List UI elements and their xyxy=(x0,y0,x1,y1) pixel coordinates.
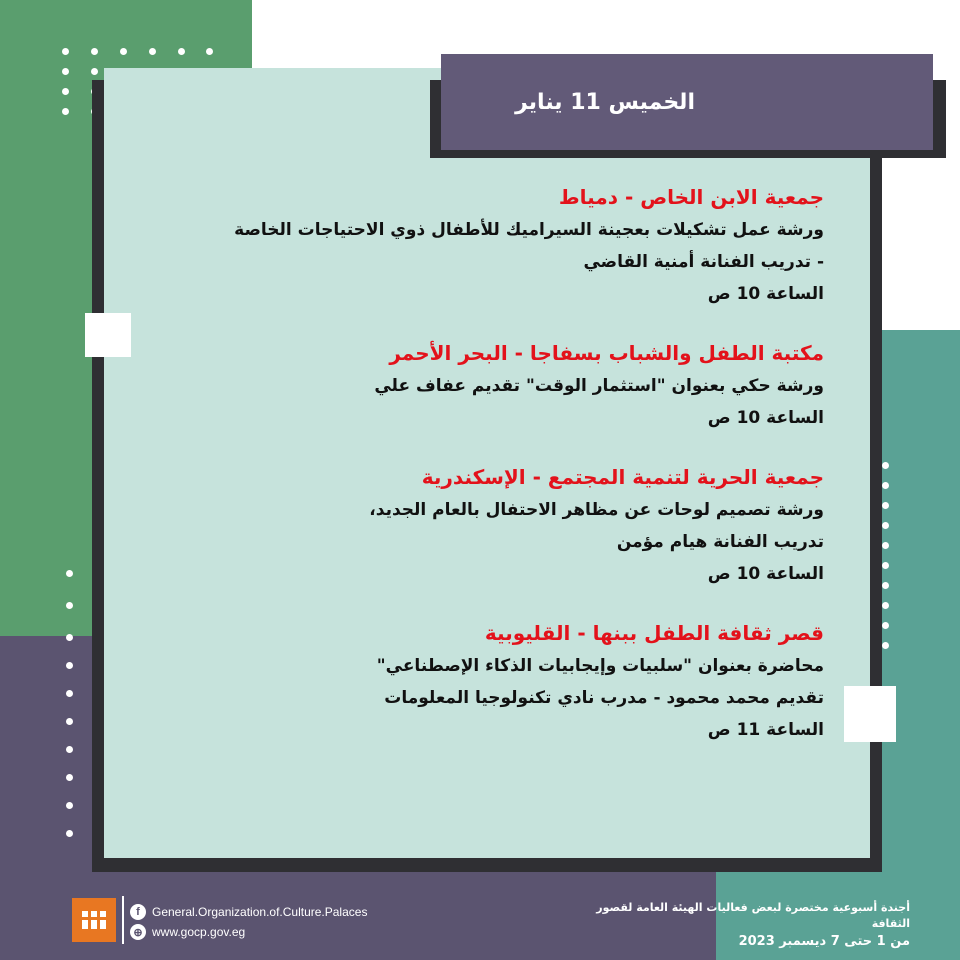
website-link[interactable] xyxy=(130,924,245,940)
facebook-link[interactable] xyxy=(130,904,367,920)
agenda-dates: من 1 حتى 7 ديسمبر 2023 xyxy=(738,934,910,949)
website-url: www.gocp.gov.eg xyxy=(152,925,246,939)
facebook-icon: f xyxy=(130,904,146,920)
event-description: ورشة عمل تشكيلات بعجينة السيراميك للأطفال ذوي الاحتياجات الخاصة xyxy=(234,220,824,240)
date-header xyxy=(441,54,933,150)
white-square-left xyxy=(85,313,131,357)
event-time: الساعة 10 ص xyxy=(707,408,824,428)
agenda-title: أجندة أسبوعية مختصرة لبعض فعاليات الهيئة العامة لقصور الثقافة xyxy=(596,901,910,930)
event-trainer: تدريب الفنانة هيام مؤمن xyxy=(616,532,824,552)
white-square-right xyxy=(844,686,896,742)
event-organization: قصر ثقافة الطفل ببنها - القليوبية xyxy=(484,621,824,645)
event-item xyxy=(160,616,824,746)
event-list xyxy=(160,180,824,772)
facebook-handle: General.Organization.of.Culture.Palaces xyxy=(152,905,368,919)
event-trainer: - تدريب الفنانة أمنية القاضي xyxy=(583,252,824,272)
gocp-logo-icon xyxy=(72,898,116,942)
event-description: ورشة تصميم لوحات عن مظاهر الاحتفال بالعام الجديد، xyxy=(369,500,824,520)
event-description: محاضرة بعنوان "سلبيات وإيجابيات الذكاء الإصطناعي" xyxy=(376,656,824,676)
event-trainer: تقديم محمد محمود - مدرب نادي تكنولوجيا المعلومات xyxy=(384,688,824,708)
agenda-caption xyxy=(590,900,910,952)
event-description: ورشة حكي بعنوان "استثمار الوقت" تقديم عفاف علي xyxy=(374,376,824,396)
globe-icon: ⊕ xyxy=(130,924,146,940)
event-item xyxy=(160,336,824,434)
event-organization: جمعية الحرية لتنمية المجتمع - الإسكندرية xyxy=(421,465,824,489)
event-item xyxy=(160,460,824,590)
event-item xyxy=(160,180,824,310)
footer-divider xyxy=(122,896,124,944)
event-organization: جمعية الابن الخاص - دمياط xyxy=(558,185,824,209)
date-title: الخميس 11 يناير xyxy=(515,89,695,115)
event-time: الساعة 10 ص xyxy=(707,284,824,304)
event-organization: مكتبة الطفل والشباب بسفاجا - البحر الأحمر xyxy=(389,341,824,365)
event-time: الساعة 10 ص xyxy=(707,564,824,584)
event-time: الساعة 11 ص xyxy=(707,720,824,740)
